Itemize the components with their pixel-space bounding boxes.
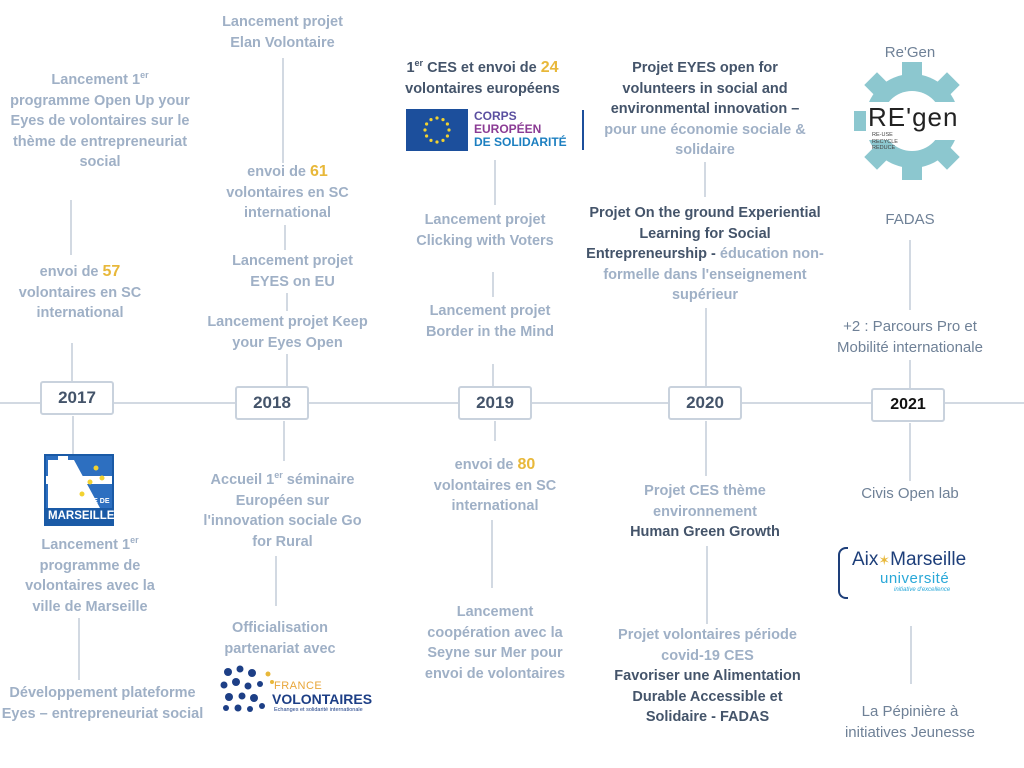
connector	[78, 618, 80, 680]
event-2020-human-green-growth: Projet CES thème environnement Human Green Growth	[630, 483, 780, 540]
event-2021-regen: Re'Gen	[884, 44, 936, 61]
year-2018: 2018	[235, 386, 309, 420]
connector	[286, 293, 288, 311]
event-2021-pepiniere: La Pépinière à initiatives Jeunesse	[844, 703, 976, 741]
amu-universite: université	[880, 570, 950, 587]
connector	[72, 416, 74, 454]
event-2021-fadas: FADAS	[885, 211, 935, 228]
regen-logo-sub1: RE-USE	[872, 132, 893, 138]
event-2019-seyne-sur-mer: Lancement coopération avec la Seyne sur Mer pour envoi de volontaires	[424, 604, 566, 682]
france-volontaires-line1: FRANCE	[274, 680, 323, 692]
event-2018-elan-volontaire: Lancement projet Elan Volontaire	[222, 14, 343, 51]
regen-logo-sub2: RECYCLE	[872, 138, 898, 145]
aix-marseille-universite-logo	[838, 545, 988, 600]
france-volontaires-logo	[218, 664, 378, 714]
event-2019-clicking-with-voters: Lancement projet Clicking with Voters	[416, 212, 554, 249]
event-2021-civis-open-lab: Civis Open lab	[861, 485, 959, 502]
ces-logo-bar	[582, 110, 584, 150]
event-2018-envoi-61: envoi de 61 volontaires en SC international	[226, 163, 349, 221]
event-2021-parcours-pro: +2 : Parcours Pro et Mobilité internationale	[837, 318, 983, 356]
year-2020: 2020	[668, 386, 742, 420]
logo-line1: VILLE DE	[78, 498, 110, 505]
connector	[275, 556, 277, 606]
connector	[909, 240, 911, 310]
regen-logo-sub	[872, 132, 898, 152]
amu-bracket	[838, 547, 848, 599]
ces-logo-line3: DE SOLIDARITÉ	[474, 135, 567, 149]
connector	[70, 200, 72, 255]
connector	[494, 421, 496, 441]
event-2018-partenariat: Officialisation partenariat avec	[224, 620, 336, 657]
year-2019: 2019	[458, 386, 532, 420]
connector	[282, 58, 284, 163]
year-2017: 2017	[40, 381, 114, 415]
connector	[71, 343, 73, 383]
connector	[491, 520, 493, 588]
france-volontaires-line3: Echanges et solidarité internationale	[274, 707, 363, 713]
event-2018-eyes-on-eu: Lancement projet EYES on EU	[232, 253, 353, 290]
event-2019-envoi-80: envoi de 80 volontaires en SC international	[433, 456, 557, 514]
connector	[909, 423, 911, 481]
connector	[283, 421, 285, 461]
connector	[705, 421, 707, 476]
connector	[494, 160, 496, 205]
amu-star-icon: ✶	[878, 552, 891, 568]
connector	[705, 308, 707, 386]
regen-logo-main: RE'gen	[868, 102, 959, 132]
corps-europeen-solidarite-logo	[406, 108, 586, 152]
ville-de-marseille-logo	[44, 454, 114, 526]
connector	[286, 354, 288, 386]
amu-tagline: initiative d'excellence	[894, 587, 951, 593]
connector	[492, 272, 494, 297]
regen-logo-sub3: REDUCE	[872, 145, 896, 151]
connector	[492, 364, 494, 386]
year-2021: 2021	[871, 388, 945, 422]
ces-logo-line2: EUROPÉEN	[474, 122, 542, 136]
event-2020-eyes-open: Projet EYES open for volunteers in social and environmental innovation – pour une économie sociale & solidaire	[604, 60, 806, 158]
logo-line2: MARSEILLE	[48, 510, 115, 522]
regen-logo	[830, 62, 1000, 180]
amu-name: Aix✶Marseille	[852, 549, 967, 570]
connector	[284, 225, 286, 250]
event-2019-border-in-the-mind: Lancement projet Border in the Mind	[425, 303, 555, 340]
france-volontaires-line2: VOLONTAIRES	[272, 691, 373, 707]
connector	[909, 360, 911, 388]
event-2020-on-the-ground: Projet On the ground Experiential Learning for Social Entrepreneurship - éducation non-formelle dans l'enseignement supérieur	[586, 205, 824, 303]
event-2020-fadas: Projet volontaires période covid-19 CES Favoriser une Alimentation Durable Accessible et Solidaire - FADAS	[614, 627, 801, 725]
event-2018-go-for-rural: Accueil 1er séminaire Européen sur l'innovation sociale Go for Rural	[203, 470, 362, 550]
event-2017-ville-marseille: Lancement 1er programme de volontaires avec la ville de Marseille	[25, 535, 155, 615]
event-2017-plateforme-eyes: Développement plateforme Eyes – entrepreneuriat social	[1, 685, 204, 722]
ces-logo-line1: CORPS	[474, 109, 517, 123]
connector	[910, 626, 912, 684]
event-2018-keep-your-eyes-open: Lancement projet Keep your Eyes Open	[207, 314, 368, 351]
connector	[706, 546, 708, 624]
event-2017-open-up-your-eyes: Lancement 1er programme Open Up your Eyes de volontaires sur le thème de entrepreneuriat social	[10, 70, 190, 170]
event-2017-envoi-57: envoi de 57 volontaires en SC international	[18, 263, 142, 321]
event-2019-ces-24: 1er CES et envoi de 24 volontaires européens	[405, 58, 560, 97]
connector	[704, 162, 706, 197]
